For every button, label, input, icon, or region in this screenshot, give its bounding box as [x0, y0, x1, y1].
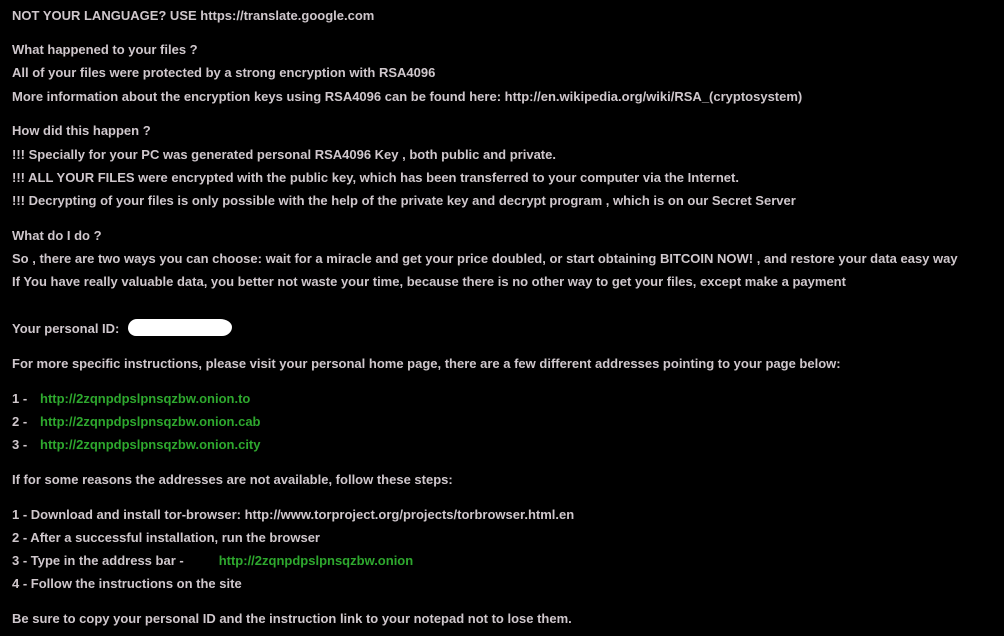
step-item: 1 - Download and install tor-browser: http://www.torproject.org/projects/torbrowser.html.en: [12, 507, 575, 522]
what-do-heading: What do I do ?: [12, 228, 102, 243]
address-item: [12, 391, 250, 407]
what-do-line: So , there are two ways you can choose: wait for a miracle and get your price doubled, or start obtaining BITCOIN NOW! , and restore your data easy way: [12, 251, 958, 266]
onion-address[interactable]: http://2zqnpdpslpnsqzbw.onion: [218, 553, 414, 568]
address-item: [12, 437, 261, 453]
language-notice: NOT YOUR LANGUAGE? USE https://translate.google.com: [12, 8, 375, 23]
personal-id-label: Your personal ID:: [12, 321, 120, 336]
step-item: [12, 553, 413, 569]
footer-note: Be sure to copy your personal ID and the instruction link to your notepad not to lose them.: [12, 611, 572, 626]
address-number: 1 -: [12, 391, 28, 406]
onion-link[interactable]: http://2zqnpdpslpnsqzbw.onion.cab: [40, 414, 261, 429]
how-line: !!! ALL YOUR FILES were encrypted with the public key, which has been transferred to your computer via the Internet.: [12, 170, 739, 185]
what-happened-line: All of your files were protected by a strong encryption with RSA4096: [12, 65, 436, 80]
onion-link[interactable]: http://2zqnpdpslpnsqzbw.onion.to: [40, 391, 251, 406]
step-item: 4 - Follow the instructions on the site: [12, 576, 242, 591]
what-happened-heading: What happened to your files ?: [12, 42, 198, 57]
fallback-intro: If for some reasons the addresses are not available, follow these steps:: [12, 472, 453, 487]
how-line: !!! Decrypting of your files is only possible with the help of the private key and decrypt program , which is on our Secret Server: [12, 193, 796, 208]
step-item: 2 - After a successful installation, run the browser: [12, 530, 320, 545]
instructions-intro: For more specific instructions, please visit your personal home page, there are a few different addresses pointing to your page below:: [12, 356, 841, 371]
what-do-line: If You have really valuable data, you better not waste your time, because there is no other way to get your files, except make a payment: [12, 274, 846, 289]
how-heading: How did this happen ?: [12, 123, 151, 138]
redacted-personal-id: [128, 319, 232, 336]
onion-link[interactable]: http://2zqnpdpslpnsqzbw.onion.city: [40, 437, 261, 452]
what-happened-line: More information about the encryption keys using RSA4096 can be found here: http://en.wikipedia.org/wiki/RSA_(cryptosystem): [12, 89, 803, 104]
address-number: 3 -: [12, 437, 28, 452]
how-line: !!! Specially for your PC was generated personal RSA4096 Key , both public and private.: [12, 147, 556, 162]
address-number: 2 -: [12, 414, 28, 429]
step-text: 3 - Type in the address bar -: [12, 553, 184, 568]
address-item: [12, 414, 261, 430]
